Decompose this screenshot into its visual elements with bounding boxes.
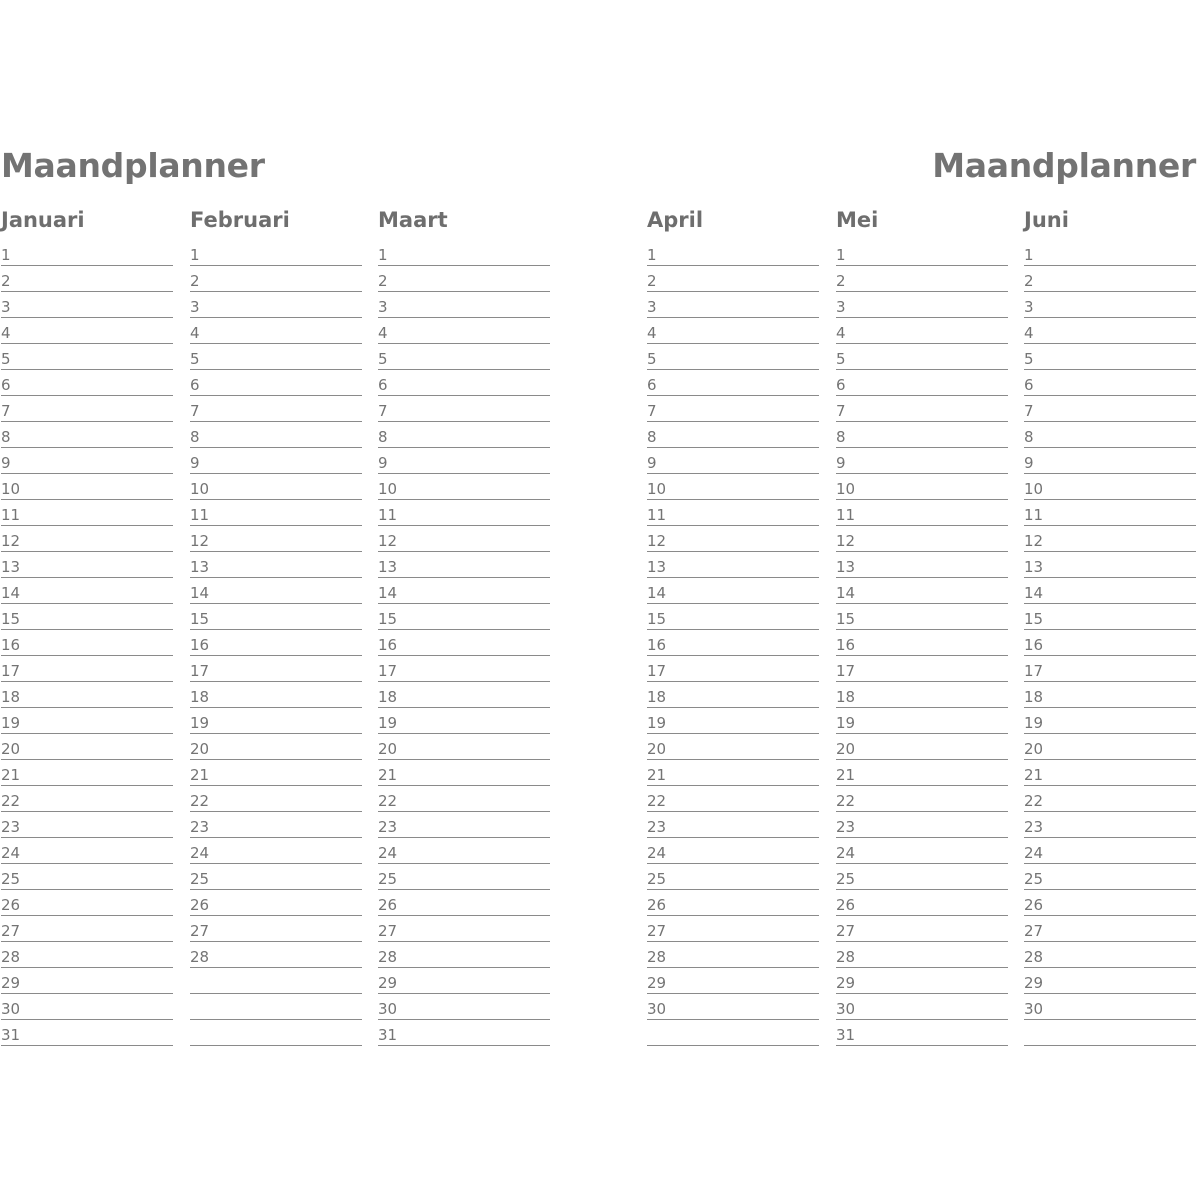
day-row: 29 [1, 968, 173, 994]
day-row: 2 [1, 266, 173, 292]
day-row: 10 [836, 474, 1008, 500]
month-column-maart [378, 204, 550, 1046]
day-row: 8 [190, 422, 362, 448]
day-row: 20 [190, 734, 362, 760]
day-row: 1 [836, 240, 1008, 266]
day-row: 12 [1024, 526, 1196, 552]
day-row: 13 [1, 552, 173, 578]
day-row: 22 [1024, 786, 1196, 812]
day-row: 27 [190, 916, 362, 942]
day-row: 20 [1, 734, 173, 760]
page-title-left: Maandplanner [1, 146, 265, 185]
day-row: 14 [190, 578, 362, 604]
day-row: 14 [1024, 578, 1196, 604]
day-row: 18 [190, 682, 362, 708]
day-row: 4 [647, 318, 819, 344]
page-title-right: Maandplanner [932, 146, 1196, 185]
day-row: 9 [378, 448, 550, 474]
day-row: 12 [836, 526, 1008, 552]
day-row: 10 [1024, 474, 1196, 500]
day-row: 17 [1024, 656, 1196, 682]
day-row: 28 [836, 942, 1008, 968]
day-row: 15 [836, 604, 1008, 630]
month-name: Juni [1024, 208, 1069, 232]
day-row: 8 [647, 422, 819, 448]
day-row: 3 [1024, 292, 1196, 318]
day-row: 2 [190, 266, 362, 292]
day-row: 27 [647, 916, 819, 942]
day-row: 8 [1024, 422, 1196, 448]
day-row: 22 [190, 786, 362, 812]
day-row: 20 [836, 734, 1008, 760]
day-row: 25 [190, 864, 362, 890]
day-row: 9 [190, 448, 362, 474]
month-name: Mei [836, 208, 879, 232]
day-row: 6 [1, 370, 173, 396]
day-row: 9 [836, 448, 1008, 474]
day-row: 21 [1024, 760, 1196, 786]
empty-day-row [190, 994, 362, 1020]
day-row: 30 [647, 994, 819, 1020]
day-row: 26 [378, 890, 550, 916]
day-row: 26 [190, 890, 362, 916]
day-row: 10 [190, 474, 362, 500]
day-row: 23 [190, 812, 362, 838]
day-list [836, 240, 1008, 1046]
day-row: 29 [378, 968, 550, 994]
day-row: 31 [1, 1020, 173, 1046]
day-row: 23 [1024, 812, 1196, 838]
day-row: 6 [836, 370, 1008, 396]
day-row: 19 [1, 708, 173, 734]
month-column-mei [836, 204, 1008, 1046]
day-row: 12 [378, 526, 550, 552]
day-row: 2 [836, 266, 1008, 292]
day-row: 5 [647, 344, 819, 370]
day-row: 22 [378, 786, 550, 812]
day-row: 3 [378, 292, 550, 318]
day-row: 11 [647, 500, 819, 526]
day-row: 19 [190, 708, 362, 734]
day-row: 20 [378, 734, 550, 760]
day-row: 18 [647, 682, 819, 708]
day-row: 10 [378, 474, 550, 500]
day-row: 24 [378, 838, 550, 864]
day-row: 5 [1024, 344, 1196, 370]
day-row: 9 [647, 448, 819, 474]
day-row: 4 [1, 318, 173, 344]
day-row: 18 [1024, 682, 1196, 708]
day-row: 28 [190, 942, 362, 968]
day-row: 11 [190, 500, 362, 526]
day-row: 24 [190, 838, 362, 864]
day-row: 1 [190, 240, 362, 266]
day-row: 19 [1024, 708, 1196, 734]
day-row: 15 [1024, 604, 1196, 630]
day-row: 22 [836, 786, 1008, 812]
day-row: 30 [1, 994, 173, 1020]
day-row: 27 [378, 916, 550, 942]
day-row: 17 [647, 656, 819, 682]
day-row: 24 [1, 838, 173, 864]
day-row: 21 [378, 760, 550, 786]
day-row: 9 [1024, 448, 1196, 474]
day-row: 14 [647, 578, 819, 604]
empty-day-row [1024, 1020, 1196, 1046]
day-row: 31 [836, 1020, 1008, 1046]
day-row: 5 [836, 344, 1008, 370]
day-row: 1 [647, 240, 819, 266]
day-list [378, 240, 550, 1046]
day-row: 21 [190, 760, 362, 786]
day-row: 24 [836, 838, 1008, 864]
day-row: 16 [190, 630, 362, 656]
month-name: April [647, 208, 704, 232]
day-row: 15 [378, 604, 550, 630]
day-row: 29 [836, 968, 1008, 994]
day-row: 11 [378, 500, 550, 526]
day-row: 17 [1, 656, 173, 682]
day-row: 16 [1, 630, 173, 656]
day-row: 1 [1, 240, 173, 266]
day-row: 4 [836, 318, 1008, 344]
day-row: 30 [836, 994, 1008, 1020]
day-row: 7 [1, 396, 173, 422]
day-row: 22 [1, 786, 173, 812]
day-row: 18 [378, 682, 550, 708]
day-row: 30 [1024, 994, 1196, 1020]
day-row: 7 [190, 396, 362, 422]
day-row: 16 [1024, 630, 1196, 656]
day-row: 2 [1024, 266, 1196, 292]
day-row: 12 [647, 526, 819, 552]
day-row: 4 [1024, 318, 1196, 344]
day-row: 29 [647, 968, 819, 994]
month-name: Maart [378, 208, 448, 232]
day-row: 24 [1024, 838, 1196, 864]
day-row: 13 [836, 552, 1008, 578]
day-row: 20 [647, 734, 819, 760]
day-row: 18 [1, 682, 173, 708]
day-row: 23 [1, 812, 173, 838]
day-row: 7 [647, 396, 819, 422]
day-row: 26 [1024, 890, 1196, 916]
day-list [647, 240, 819, 1046]
month-name: Januari [1, 208, 85, 232]
day-row: 26 [647, 890, 819, 916]
day-row: 17 [836, 656, 1008, 682]
day-row: 21 [1, 760, 173, 786]
day-row: 17 [378, 656, 550, 682]
day-row: 31 [378, 1020, 550, 1046]
day-row: 27 [836, 916, 1008, 942]
day-row: 19 [647, 708, 819, 734]
day-row: 11 [1, 500, 173, 526]
day-row: 27 [1, 916, 173, 942]
day-row: 1 [1024, 240, 1196, 266]
day-row: 14 [836, 578, 1008, 604]
day-row: 24 [647, 838, 819, 864]
day-row: 19 [378, 708, 550, 734]
day-row: 3 [647, 292, 819, 318]
day-row: 15 [647, 604, 819, 630]
day-row: 26 [836, 890, 1008, 916]
day-row: 13 [190, 552, 362, 578]
empty-day-row [190, 1020, 362, 1046]
day-row: 18 [836, 682, 1008, 708]
day-row: 9 [1, 448, 173, 474]
day-row: 29 [1024, 968, 1196, 994]
day-row: 28 [378, 942, 550, 968]
day-row: 13 [647, 552, 819, 578]
day-row: 14 [1, 578, 173, 604]
day-row: 28 [1, 942, 173, 968]
day-row: 28 [1024, 942, 1196, 968]
day-row: 2 [647, 266, 819, 292]
day-row: 17 [190, 656, 362, 682]
day-row: 11 [1024, 500, 1196, 526]
day-row: 23 [836, 812, 1008, 838]
month-name: Februari [190, 208, 290, 232]
day-row: 4 [190, 318, 362, 344]
day-row: 5 [190, 344, 362, 370]
day-row: 6 [1024, 370, 1196, 396]
day-row: 15 [1, 604, 173, 630]
day-row: 23 [647, 812, 819, 838]
day-row: 3 [836, 292, 1008, 318]
day-row: 7 [378, 396, 550, 422]
day-row: 6 [190, 370, 362, 396]
month-column-april [647, 204, 819, 1046]
day-row: 15 [190, 604, 362, 630]
empty-day-row [190, 968, 362, 994]
day-row: 5 [378, 344, 550, 370]
empty-day-row [647, 1020, 819, 1046]
day-row: 25 [1, 864, 173, 890]
day-row: 16 [836, 630, 1008, 656]
day-row: 30 [378, 994, 550, 1020]
day-row: 20 [1024, 734, 1196, 760]
day-row: 25 [1024, 864, 1196, 890]
day-row: 10 [647, 474, 819, 500]
day-row: 16 [378, 630, 550, 656]
day-list [1, 240, 173, 1046]
day-row: 8 [378, 422, 550, 448]
day-row: 7 [1024, 396, 1196, 422]
day-row: 26 [1, 890, 173, 916]
day-row: 8 [836, 422, 1008, 448]
day-row: 11 [836, 500, 1008, 526]
day-row: 6 [647, 370, 819, 396]
day-row: 21 [647, 760, 819, 786]
day-row: 25 [378, 864, 550, 890]
month-column-februari [190, 204, 362, 1046]
day-row: 13 [1024, 552, 1196, 578]
day-row: 14 [378, 578, 550, 604]
day-row: 23 [378, 812, 550, 838]
day-row: 22 [647, 786, 819, 812]
day-row: 21 [836, 760, 1008, 786]
day-row: 6 [378, 370, 550, 396]
day-row: 8 [1, 422, 173, 448]
day-row: 3 [190, 292, 362, 318]
day-row: 2 [378, 266, 550, 292]
day-row: 12 [1, 526, 173, 552]
day-list [190, 240, 362, 1046]
day-row: 4 [378, 318, 550, 344]
day-row: 13 [378, 552, 550, 578]
day-row: 28 [647, 942, 819, 968]
day-row: 19 [836, 708, 1008, 734]
day-row: 10 [1, 474, 173, 500]
day-row: 25 [836, 864, 1008, 890]
day-row: 25 [647, 864, 819, 890]
month-column-januari [1, 204, 173, 1046]
day-row: 1 [378, 240, 550, 266]
month-column-juni [1024, 204, 1196, 1046]
day-list [1024, 240, 1196, 1046]
day-row: 7 [836, 396, 1008, 422]
day-row: 12 [190, 526, 362, 552]
day-row: 27 [1024, 916, 1196, 942]
day-row: 16 [647, 630, 819, 656]
day-row: 5 [1, 344, 173, 370]
day-row: 3 [1, 292, 173, 318]
